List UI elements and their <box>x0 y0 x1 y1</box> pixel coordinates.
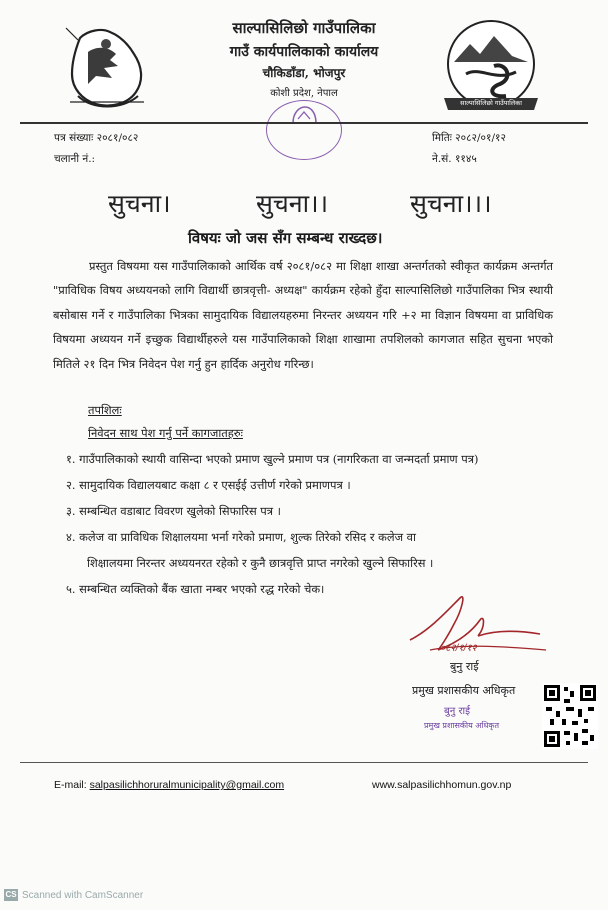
letter-date: मितिः २०८२/०१/१२ <box>432 132 506 144</box>
list-item <box>66 582 324 597</box>
subject-line: विषयः जो जस सँग सम्बन्ध राख्दछ। <box>188 229 383 247</box>
list-item-text: सम्बन्धित वडाबाट विवरण खुलेको सिफारिस पत्र । <box>79 504 281 518</box>
header-divider <box>20 122 588 124</box>
office-province: कोशी प्रदेश, नेपाल <box>270 88 338 99</box>
list-item-text: गाउँपालिकाको स्थायी वासिन्दा भएको प्रमाण खुल्ने प्रमाण पत्र (नागरिकता वा जन्मदर्ता प्रमाण पत्र) <box>79 452 479 466</box>
office-location: चौकिडाँडा, भोजपुर <box>262 66 346 80</box>
signatory-name: बुनु राई <box>450 660 479 673</box>
municipality-logo <box>436 18 546 116</box>
logo-caption: साल्पासिलिछो गाउँपालिका <box>460 99 522 107</box>
details-heading: तपशिलः <box>88 403 122 417</box>
camscanner-logo-icon: CS <box>5 890 17 899</box>
watermark-text: Scanned with CamScanner <box>22 889 144 901</box>
qr-code-icon[interactable] <box>542 683 598 749</box>
list-item-text: शिक्षालयमा निरन्तर अध्ययनरत रहेको र कुनै छात्रवृत्ति प्राप्त नगरेको खुल्ने सिफारिस । <box>87 556 434 570</box>
office-subtitle: गाउँ कार्यपालिकाको कार्यालय <box>229 44 379 60</box>
notice-body: प्रस्तुत विषयमा यस गाउँपालिकाको आर्थिक वर्ष २०८१/०८२ मा शिक्षा शाखा अन्तर्गतको स्वीकृत कार्यक्रम अन्तर्गत "प्राविधिक विषय अध्ययनको लागि विद्यार्थी छात्रवृत्ती- अध्यक्ष" कार्यक्रम रहेको हुँदा साल्पासिलिछो गाउँपालिका भित्र स्थायी बसोबास गर्ने र गाउँपालिका भित्रका सामुदायिक विद्यालयहरुमा निरन्तर अध्ययन गरि +२ मा विज्ञान विषयमा वा प्राविधिक विषयमा अध्ययन गर्ने इच्छुक विद्यार्थीहरुले यस गाउँपालिकाको शिक्षा शाखामा तपशिलको कागजात सहित सुचना भएको मितिले २१ दिन भित्र निवेदन पेश गर्नु हुन हार्दिक अनुरोध गरिन्छ। <box>53 259 553 371</box>
office-stamp <box>266 100 342 160</box>
stamp-name: बुनु राई <box>444 706 471 717</box>
nepal-samvat-date: ने.सं. ११४५ <box>432 153 477 165</box>
footer-divider <box>20 762 588 763</box>
list-item <box>66 452 478 467</box>
notice-word-2: सुचना।। <box>256 189 329 218</box>
list-item <box>66 530 416 545</box>
list-item <box>66 478 351 493</box>
list-item-number: १. <box>66 452 76 466</box>
list-item-text: कलेज वा प्राविधिक शिक्षालयमा भर्ना गरेको प्रमाण, शुल्क तिरेको रसिद र कलेज वा <box>79 530 416 544</box>
nepal-emblem-icon <box>58 18 154 116</box>
footer-email <box>54 779 284 791</box>
list-item-number: ५. <box>66 582 76 596</box>
dispatch-number: चलानी नं.: <box>54 153 96 165</box>
office-name: साल्पासिलिछो गाउँपालिका <box>232 19 376 37</box>
reference-number: पत्र संख्याः २०८१/०८२ <box>54 132 139 144</box>
list-item-number: ३. <box>66 504 76 518</box>
email-label: E-mail: <box>54 779 87 791</box>
notice-word-1: सुचना। <box>108 189 171 218</box>
list-item-number: ४. <box>66 530 76 544</box>
list-item-number: २. <box>66 478 76 492</box>
notice-word-3: सुचना।।। <box>410 189 492 218</box>
list-item-text: सामुदायिक विद्यालयबाट कक्षा ८ र एसईई उत्तीर्ण गरेको प्रमाणपत्र । <box>79 478 351 492</box>
list-item <box>66 504 281 519</box>
documents-heading: निवेदन साथ पेश गर्नु पर्ने कागजातहरुः <box>88 426 243 440</box>
list-item <box>87 556 433 571</box>
signature-date: ०८२/१/१२ <box>440 643 477 654</box>
stamp-title: प्रमुख प्रशासकीय अधिकृत <box>424 721 500 730</box>
list-item-text: सम्बन्धित व्यक्तिको बैंक खाता नम्बर भएको रद्ध गरेको चेक। <box>79 582 325 596</box>
email-link[interactable]: salpasilichhoruralmunicipality@gmail.com <box>89 779 285 791</box>
signatory-title: प्रमुख प्रशासकीय अधिकृत <box>412 684 516 697</box>
camscanner-watermark <box>4 889 143 901</box>
footer-website[interactable]: www.salpasilichhomun.gov.np <box>372 779 512 791</box>
